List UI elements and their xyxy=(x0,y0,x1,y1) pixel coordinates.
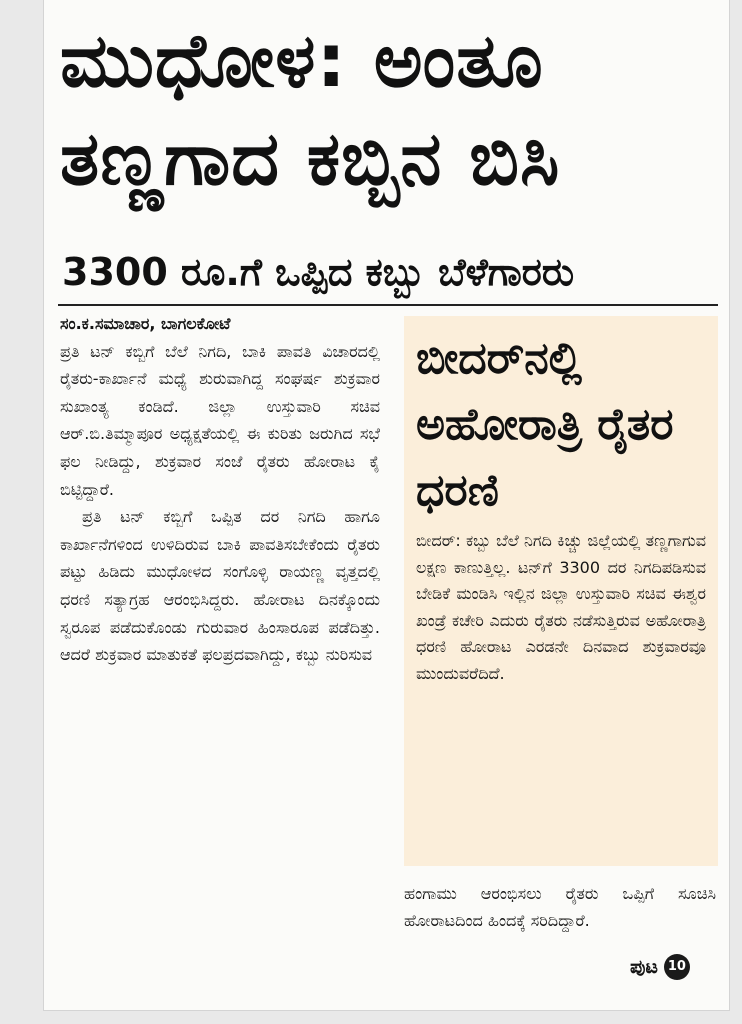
sidebar-body: ಬೀದರ್: ಕಬ್ಬು ಬೆಲೆ ನಿಗದಿ ಕಿಚ್ಚು ಜಿಲ್ಲೆಯಲ್ಲಿ ತಣ್ಣಗಾಗುವ ಲಕ್ಷಣ ಕಾಣುತ್ತಿಲ್ಲ. ಟನ್‌ಗೆ 3300 ದರ ನಿಗದಿಪಡಿಸುವ ಬೇಡಿಕೆ ಮಂಡಿಸಿ ಇಲ್ಲಿನ ಜಿಲ್ಲಾ ಉಸ್ತುವಾರಿ ಸಚಿವ ಈಶ್ವರ ಖಂಡ್ರೆ ಕಚೇರಿ ಎದುರು ರೈತರು ನಡೆಸುತ್ತಿರುವ ಅಹೋರಾತ್ರಿ ಧರಣಿ ಹೋರಾಟ ಎರಡನೇ ದಿನವಾದ ಶುಕ್ರವಾರವೂ ಮುಂದುವರೆದಿದೆ. xyxy=(416,531,706,683)
page-reference xyxy=(630,954,690,980)
page-label: ಪುಟ xyxy=(630,956,658,978)
article-paragraph-2: ಪ್ರತಿ ಟನ್ ಕಬ್ಬಿಗೆ ಒಪ್ಪಿತ ದರ ನಿಗದಿ ಹಾಗೂ ಕಾರ್ಖಾನೆಗಳಿಂದ ಉಳಿದಿರುವ ಬಾಕಿ ಪಾವತಿಸಬೇಕೆಂದು ರೈತರು ಪಟ್ಟು ಹಿಡಿದು ಮುಧೋಳದ ಸಂಗೊಳ್ಳಿ ರಾಯಣ್ಣ ವೃತ್ತದಲ್ಲಿ ಧರಣಿ ಸತ್ಯಾಗ್ರಹ ಆರಂಭಿಸಿದ್ದರು. ಹೋರಾಟ ದಿನಕ್ಕೊಂದು ಸ್ವರೂಪ ಪಡೆದುಕೊಂಡು ಗುರುವಾರ ಹಿಂಸಾರೂಪ ಪಡೆದಿತ್ತು. ಆದರೆ ಶುಕ್ರವಾರ ಮಾತುಕತೆ ಫಲಪ್ರದವಾಗಿದ್ದು, ಕಬ್ಬು ನುರಿಸುವ xyxy=(60,507,380,665)
dateline: ಸಂ.ಕ.ಸಮಾಚಾರ, ಬಾಗಲಕೋಟೆ xyxy=(60,314,231,333)
article-continuation: ಹಂಗಾಮು ಆರಂಭಿಸಲು ರೈತರು ಒಪ್ಪಿಗೆ ಸೂಚಿಸಿ ಹೋರಾಟದಿಂದ ಹಿಂದಕ್ಕೆ ಸರಿದಿದ್ದಾರೆ. xyxy=(404,884,716,930)
headline: ಮುಧೋಳ: ಅಂತೂ ತಣ್ಣಗಾದ ಕಬ್ಬಿನ ಬಿಸಿ xyxy=(60,18,561,202)
divider-rule xyxy=(58,304,718,306)
sidebar-box xyxy=(404,316,718,866)
article-paragraph-1: ಪ್ರತಿ ಟನ್ ಕಬ್ಬಿಗೆ ಬೆಲೆ ನಿಗದಿ, ಬಾಕಿ ಪಾವತಿ ವಿಚಾರದಲ್ಲಿ ರೈತರು-ಕಾರ್ಖಾನೆ ಮಧ್ಯೆ ಶುರುವಾಗಿದ್ದ ಸಂಘರ್ಷ ಶುಕ್ರವಾರ ಸುಖಾಂತ್ಯ ಕಂಡಿದೆ. ಜಿಲ್ಲಾ ಉಸ್ತುವಾರಿ ಸಚಿವ ಆರ್.ಬಿ.ತಿಮ್ಮಾಪೂರ ಅಧ್ಯಕ್ಷತೆಯಲ್ಲಿ ಈ ಕುರಿತು ಜರುಗಿದ ಸಭೆ ಫಲ ನೀಡಿದ್ದು, ಶುಕ್ರವಾರ ಸಂಜೆ ರೈತರು ಹೋರಾಟ ಕೈ ಬಿಟ್ಟಿದ್ದಾರೆ. xyxy=(60,341,380,499)
main-article-column xyxy=(60,310,380,669)
sidebar-title: ಬೀದರ್‌ನಲ್ಲಿ ಅಹೋರಾತ್ರಿ ರೈತರ ಧರಣಿ xyxy=(416,333,674,516)
page-number-badge: 10 xyxy=(664,954,690,980)
subheadline: 3300 ರೂ.ಗೆ ಒಪ್ಪಿದ ಕಬ್ಬು ಬೆಳೆಗಾರರು xyxy=(62,250,575,294)
